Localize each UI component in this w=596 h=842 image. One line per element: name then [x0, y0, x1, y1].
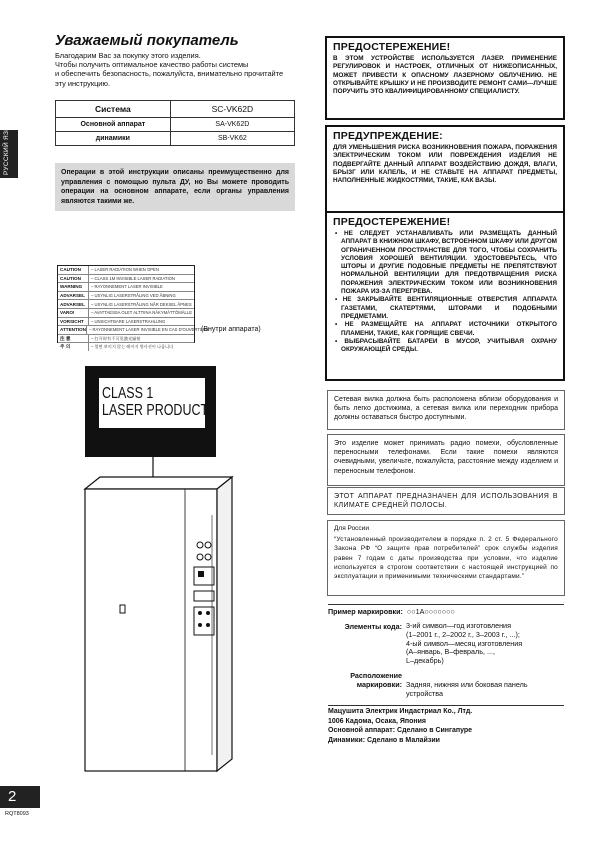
label-row: WARNING – RAYONNEMENT LASER INVISIBLE	[58, 283, 194, 292]
caution-bullet: • НЕ ЗАКРЫВАЙТЕ ВЕНТИЛЯЦИОННЫЕ ОТВЕРСТИЯ АППАРАТА ГАЗЕТАМИ, СКАТЕРТЯМИ, ШТОРАМИ И ПОДОБНЫМИ ПРЕДМЕТАМИ.	[335, 296, 557, 320]
intro-line: Благодарим Вас за покупку этого изделия.	[55, 51, 201, 60]
model-table	[55, 100, 295, 146]
language-tab-label: РУССКИЙ ЯЗЫК	[3, 120, 10, 175]
table-row	[56, 118, 295, 132]
label-row: ADVARSEL – USYNLIG LASERSTRÅLING VED ÅBNING	[58, 292, 194, 301]
model-row-label: динамики	[56, 132, 171, 146]
label-row: VORSICHT – UNSICHTBARE LASERSTRAHLUNG	[58, 318, 194, 327]
manufacturer-info	[328, 707, 472, 745]
code-line: L–декабрь)	[406, 656, 444, 666]
label-row: VARO! – AVATTAESSA OLET ALTTIINA NÄKYMÄTTÖMÄLLE	[58, 309, 194, 318]
location-line: устройства	[406, 688, 444, 698]
company-line: 1006 Кадома, Осака, Япония	[328, 717, 427, 725]
remote-control-note: Операции в этой инструкции описаны преимущественно для управления с помощью пульта ДУ, но Вы можете проводить операции на основном аппарате, если органы управления являются такими же.	[55, 163, 295, 211]
page-title: Уважаемый покупатель	[55, 32, 239, 49]
laser-class-label	[85, 366, 216, 457]
code-line: 3-ий символ—год изготовления	[406, 621, 511, 630]
label-row: ATTENTION – RAYONNEMENT LASER INVISIBLE EN CAS D'OUVERTURE	[58, 326, 194, 335]
language-side-tab	[0, 120, 18, 178]
laser-caution-text: В ЭТОМ УСТРОЙСТВЕ ИСПОЛЬЗУЕТСЯ ЛАЗЕР. ПРИМЕНЕНИЕ РЕГУЛИРОВОК И НАСТРОЕК, ОТЛИЧНЫХ ОТ НИЖЕОПИСАННЫХ, МОЖЕТ ПРИВЕСТИ К ОПАСНОМУ ЛАЗЕРНОМУ ОБЛУЧЕНИЮ. НЕ ОТКРЫВАЙТЕ КРЫШКУ И НЕ ПРОИЗВОДИТЕ РЕМОНТ САМИ—ЛУЧШЕ ПОРУЧИТЬ ЭТО КВАЛИФИЦИРОВАННОМУ СПЕЦИАЛИСТУ.	[333, 55, 557, 96]
code-elements-label: Элементы кода:	[344, 622, 402, 631]
page-number: 2	[0, 786, 40, 808]
climate-note: ЭТОТ АППАРАТ ПРЕДНАЗНАЧЕН ДЛЯ ИСПОЛЬЗОВАНИЯ В КЛИМАТЕ СРЕДНЕЙ ПОЛОСЫ.	[327, 487, 565, 515]
plug-note: Сетевая вилка должна быть расположена вблизи оборудования и быть легко достижима, а сетевая вилка или переходник прибора должны оставаться быстро доступными.	[327, 390, 565, 430]
label-row: CAUTION – LASER RADIATION WHEN OPEN	[58, 266, 194, 275]
label-row: 注 意 – 打开时有不可见激光辐射	[58, 335, 194, 344]
fire-warning-heading: ПРЕДУПРЕЖДЕНИЕ:	[333, 130, 443, 142]
russia-text: “Установленный производителем в порядке п. 2 ст. 5 Федерального Закона РФ “О защите прав потребителей” срок службы изделия равен 7 годам с даты производства при условии, что изделие используется в строгом соответствии с настоящей инструкцией по эксплуатации и применимыми техническими стандартами.”	[334, 536, 558, 581]
laser-caution-box	[325, 36, 565, 120]
location-label-2: маркировки:	[356, 679, 402, 689]
model-header-label: Система	[56, 101, 171, 118]
laser-product-line: LASER PRODUCT	[102, 402, 209, 419]
table-row	[56, 101, 295, 118]
model-row-label: Основной аппарат	[56, 118, 171, 132]
caution-bullet: • НЕ СЛЕДУЕТ УСТАНАВЛИВАТЬ ИЛИ РАЗМЕЩАТЬ ДАННЫЙ АППАРАТ В КНИЖНОМ ШКАФУ, ВСТРОЕННОМ ШКАФУ ИЛИ ДРУГОМ ОГРАНИЧЕННОМ ПРОСТРАНСТВЕ ДЛЯ ТОГО, ЧТОБЫ СОХРАНИТЬ УСЛОВИЯ ХОРОШЕЙ ВЕНТИЛЯЦИИ. УДОСТОВЕРЬТЕСЬ, ЧТО ШТОРЫ И ДРУГИЕ ПОДОБНЫЕ ПРЕДМЕТЫ НЕ ПРЕПЯТСТВУЮТ НОРМАЛЬНОЙ ВЕНТИЛЯЦИИ ДЛЯ ПРЕДОТВРАЩЕНИЯ РИСКА ПОРАЖЕНИЯ ЭЛЕКТРИЧЕСКИМ ТОКОМ ИЛИ ВОЗНИКНОВЕНИЯ ПОЖАРА ИЗ-ЗА ПЕРЕГРЕВА.	[335, 230, 557, 296]
model-row-value: SA-VK62D	[170, 118, 294, 132]
location-label: Расположение	[350, 670, 402, 680]
fire-warning-text: ДЛЯ УМЕНЬШЕНИЯ РИСКА ВОЗНИКНОВЕНИЯ ПОЖАРА, ПОРАЖЕНИЯ ЭЛЕКТРИЧЕСКИМ ТОКОМ ИЛИ ПОВРЕЖДЕНИЯ ИЗДЕЛИЯ НЕ ПОДВЕРГАЙТЕ ДАННЫЙ АППАРАТ ВОЗДЕЙСТВИЮ ДОЖДЯ, ВЛАГИ, БРЫЗГ ИЛИ КАПЕЛЬ, И НЕ СТАВЬТЕ НА АППАРАТ ПРЕДМЕТЫ, НАПОЛНЕННЫЕ ЖИДКОСТЯМИ, ТАКИЕ, КАК ВАЗЫ.	[333, 144, 557, 185]
company-line: Основной аппарат: Сделано в Сингапуре	[328, 727, 473, 734]
code-line: 4-ый символ—месяц изготовления	[406, 638, 523, 648]
interference-note: Это изделие может принимать радио помехи, обусловленные переносными телефонами. Если такие помехи являются очевидными, увеличьте, пожалуйста, расстояние между изделием и переносным телефоном.	[327, 434, 565, 486]
intro-line: эту инструкцию.	[55, 78, 111, 88]
label-row: ADVARSEL – USYNLIG LASERSTRÅLING NÅR DEKSEL ÅPNES	[58, 300, 194, 309]
marking-example-value: ○○1А○○○○○○○	[406, 607, 455, 616]
caution-bullet: • НЕ РАЗМЕЩАЙТЕ НА АППАРАТ ИСТОЧНИКИ ОТКРЫТОГО ПЛАМЕНИ, ТАКИЕ, КАК ГОРЯЩИЕ СВЕЧИ.	[335, 321, 557, 337]
warning-label-panel	[57, 265, 209, 350]
inside-unit-caption: (Внутри аппарата)	[201, 326, 261, 333]
laser-class-line: CLASS 1	[102, 385, 154, 402]
code-line: (А–январь, В–февраль, ...,	[406, 647, 495, 657]
label-row: CAUTION – CLASS 1M INVISIBLE LASER RADIATION	[58, 275, 194, 284]
caution-bullet: • ВЫБРАСЫВАЙТЕ БАТАРЕИ В МУСОР, УЧИТЫВАЯ ОХРАНУ ОКРУЖАЮЩЕЙ СРЕДЫ.	[335, 337, 557, 354]
marking-section	[328, 604, 564, 706]
ventilation-caution-box	[325, 211, 565, 381]
russia-service-life-box	[327, 520, 565, 596]
company-line: Динамики: Сделано в Малайзии	[328, 736, 440, 744]
marking-example-label: Пример маркировки:	[328, 607, 403, 616]
label-row: 주 의 – 열면 보이지 않는 레이저 방사선이 나옵니다	[60, 344, 174, 350]
device-illustration	[80, 455, 240, 775]
company-line: Мацушита Электрик Индастриал Ко., Лтд.	[328, 708, 473, 715]
intro-text	[55, 51, 295, 88]
model-header-value: SC-VK62D	[170, 101, 294, 118]
laser-caution-heading: ПРЕДОСТЕРЕЖЕНИЕ!	[333, 41, 451, 53]
intro-line: и обеспечить безопасность, пожалуйста, внимательно прочитайте	[55, 69, 284, 79]
model-row-value: SB-VK62	[170, 132, 294, 146]
russia-title: Для России	[334, 525, 369, 532]
location-line: Задняя, нижняя или боковая панель	[406, 679, 528, 689]
document-code: RQT8093	[5, 811, 29, 817]
ventilation-caution-heading: ПРЕДОСТЕРЕЖЕНИЕ!	[333, 216, 451, 228]
code-line: (1–2001 г., 2–2002 г., 3–2003 г., ...);	[406, 629, 520, 639]
intro-line: Чтобы получить оптимальное качество работы системы	[55, 60, 249, 70]
table-row	[56, 132, 295, 146]
